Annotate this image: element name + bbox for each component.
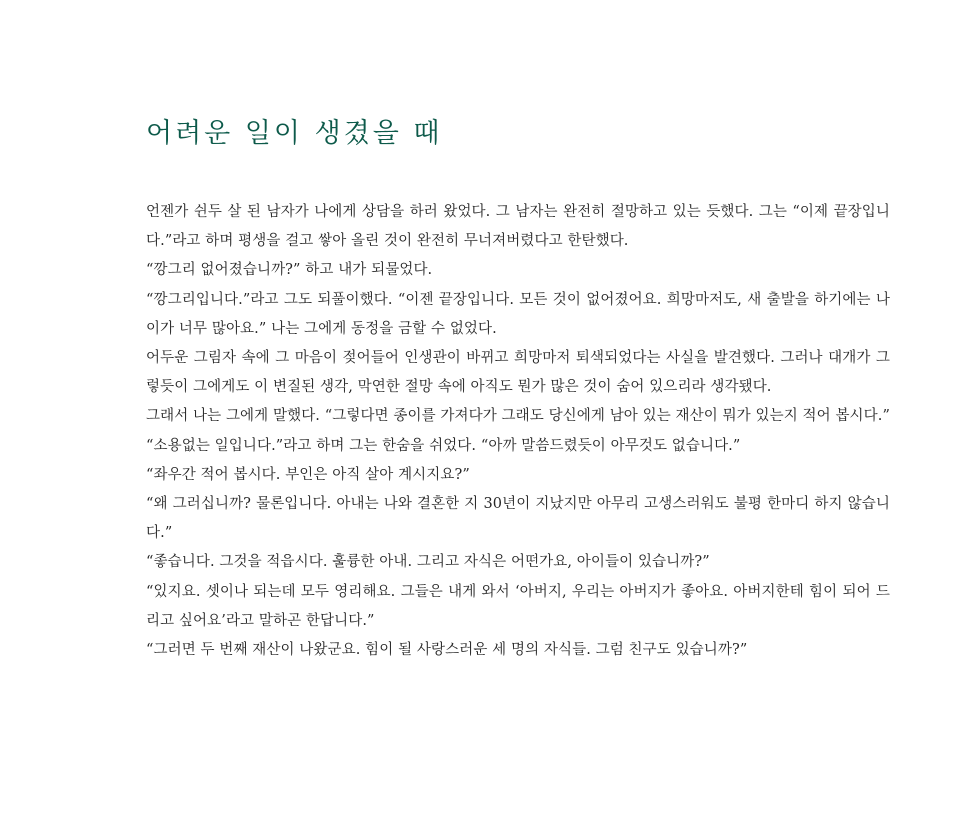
- paragraph: “있지요. 셋이나 되는데 모두 영리해요. 그들은 내게 와서 ‘아버지, 우리는 아버지가 좋아요. 아버지한테 힘이 되어 드리고 싶어요’라고 말하곤 한답니다.”: [146, 583, 890, 629]
- paragraph: “왜 그러십니까? 물론입니다. 아내는 나와 결혼한 지 30년이 지났지만 아무리 고생스러워도 불평 한마디 하지 않습니다.”: [146, 496, 890, 542]
- article-body: [146, 198, 890, 665]
- paragraph: 그래서 나는 그에게 말했다. “그렇다면 종이를 가져다가 그래도 당신에게 남아 있는 재산이 뭐가 있는지 적어 봅시다.”: [146, 408, 890, 425]
- paragraph: “깡그리입니다.”라고 그도 되풀이했다. “이젠 끝장입니다. 모든 것이 없어졌어요. 희망마저도, 새 출발을 하기에는 나이가 너무 많아요.” 나는 그에게 동정을 금할 수 없었다.: [146, 291, 890, 337]
- page-title: 어려운 일이 생겼을 때: [146, 118, 443, 149]
- paragraph: “깡그리 없어졌습니까?” 하고 내가 되물었다.: [146, 262, 433, 279]
- paragraph: “좋습니다. 그것을 적읍시다. 훌륭한 아내. 그리고 자식은 어떤가요, 아이들이 있습니까?”: [146, 554, 710, 571]
- paragraph: “소용없는 일입니다.”라고 하며 그는 한숨을 쉬었다. “아까 말씀드렸듯이 아무것도 없습니다.”: [146, 437, 741, 454]
- paragraph: 어두운 그림자 속에 그 마음이 젖어들어 인생관이 바뀌고 희망마저 퇴색되었다는 사실을 발견했다. 그러나 대개가 그렇듯이 그에게도 이 변질된 생각, 막연한 절망 속에 아직도 뭔가 많은 것이 숨어 있으리라 생각됐다.: [146, 350, 890, 396]
- paragraph: 언젠가 쉰두 살 된 남자가 나에게 상담을 하러 왔었다. 그 남자는 완전히 절망하고 있는 듯했다. 그는 “이제 끝장입니다.”라고 하며 평생을 걸고 쌓아 올린 것이 완전히 무너져버렸다고 한탄했다.: [146, 204, 890, 250]
- paragraph: “좌우간 적어 봅시다. 부인은 아직 살아 계시지요?”: [146, 466, 470, 483]
- paragraph: “그러면 두 번째 재산이 나왔군요. 힘이 될 사랑스러운 세 명의 자식들. 그럼 친구도 있습니까?”: [146, 642, 748, 659]
